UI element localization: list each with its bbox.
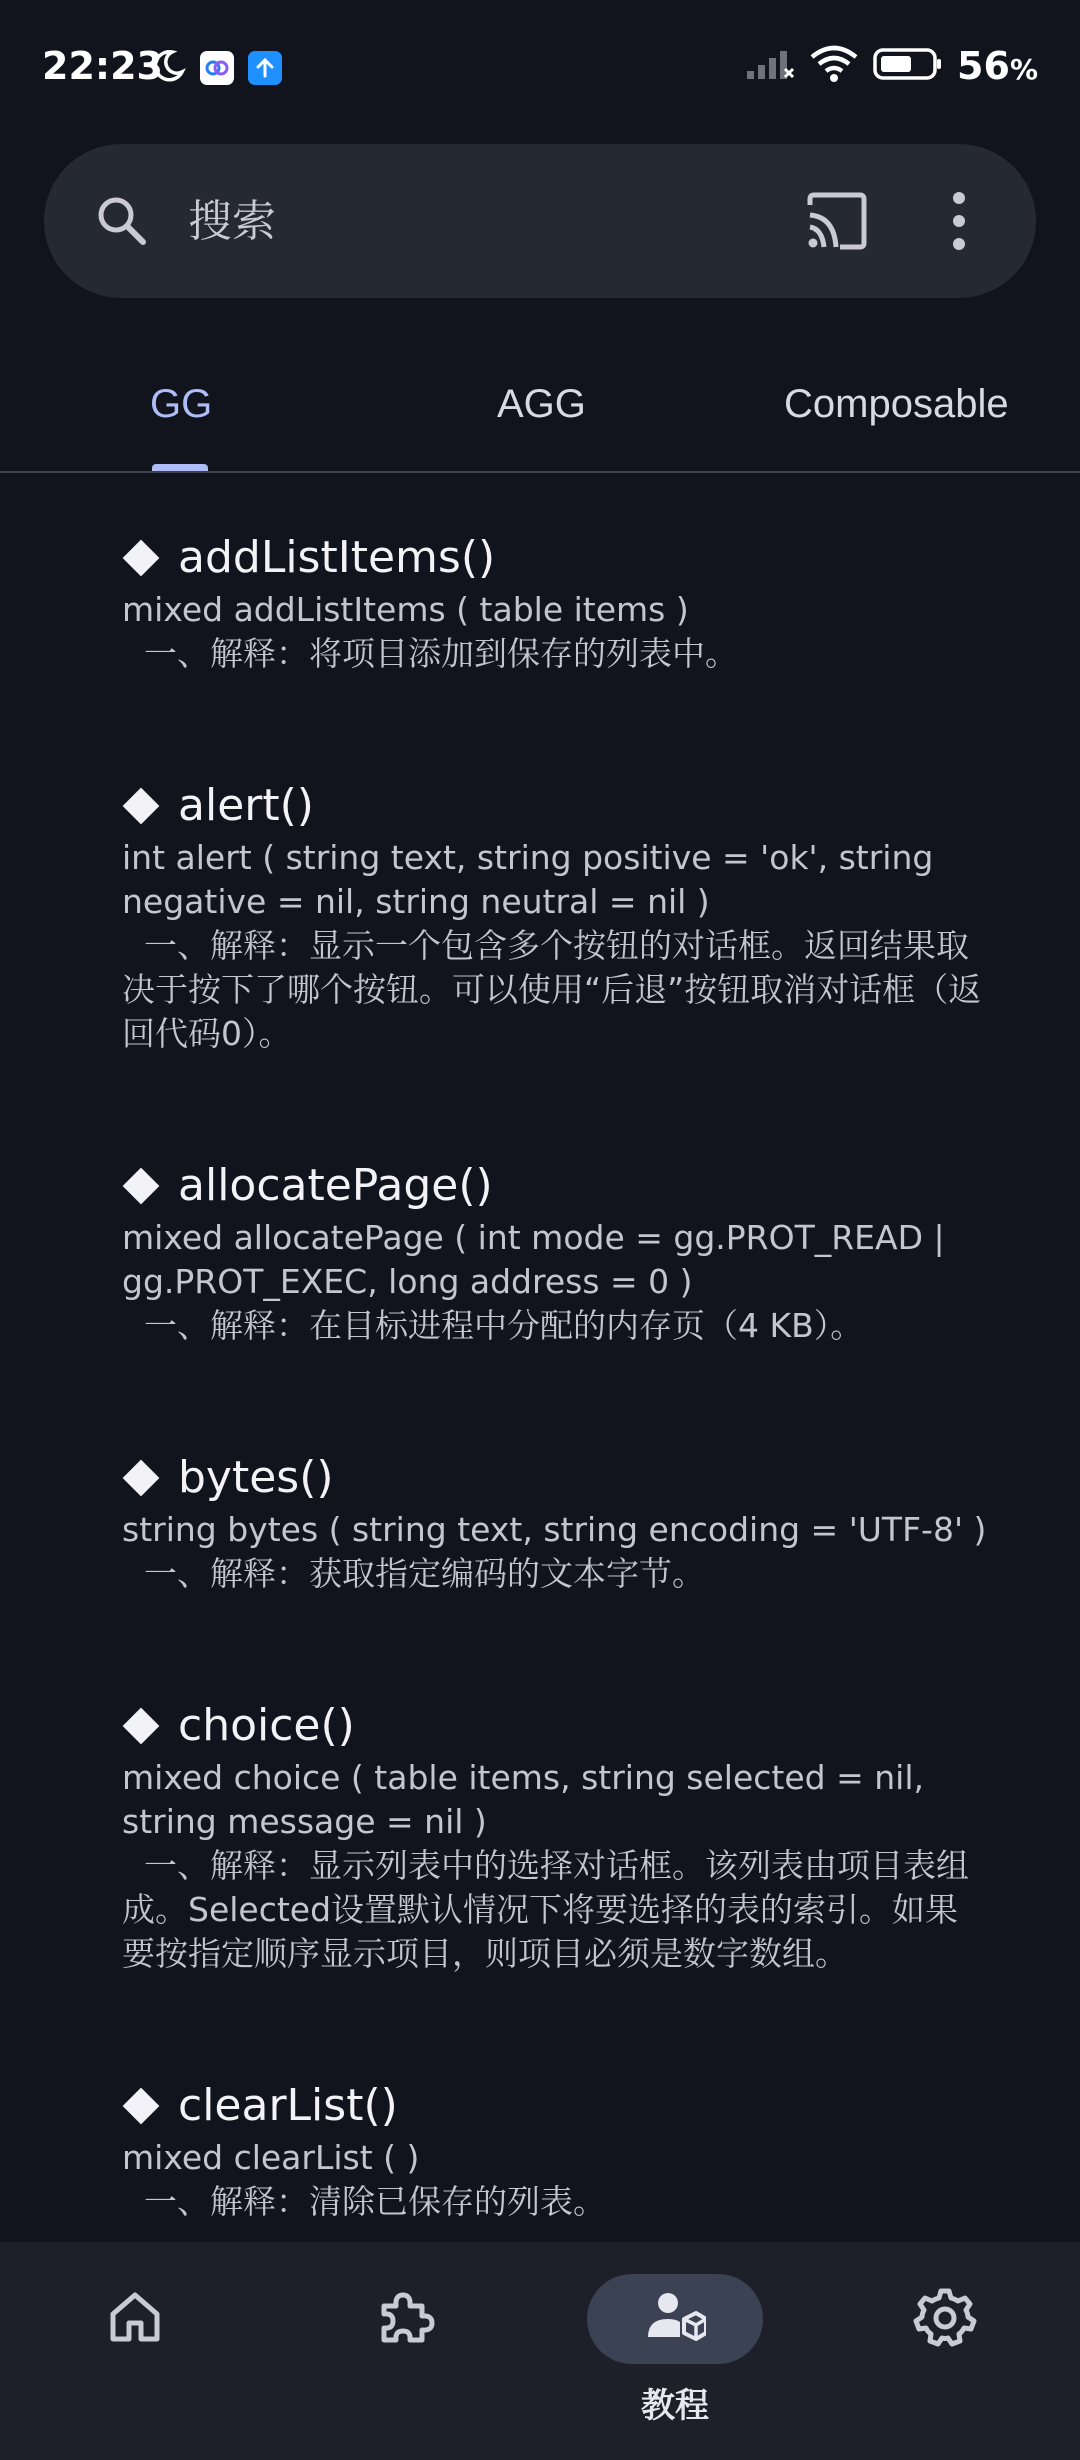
list-item[interactable] [122,776,1022,1056]
list-item[interactable] [122,1156,1022,1348]
signature-line: mixed addListItems ( table items ) [122,590,689,629]
diamond-bullet-icon [123,1708,160,1745]
list-item[interactable] [122,1696,1022,1976]
description-line: 一、解释：显示列表中的选择对话框。该列表由项目表组 [144,1846,969,1885]
tutorial-icon [644,2289,706,2349]
status-right [745,44,1038,88]
item-title [122,528,1022,588]
signature-line: int alert ( string text, string positive = 'ok', string [122,838,934,877]
description-line: 决于按下了哪个按钮。可以使用“后退”按钮取消对话框（返 [122,970,982,1009]
tab-divider [0,471,1080,473]
description-line: 成。Selected设置默认情况下将要选择的表的索引。如果 [122,1890,959,1929]
signature-line: mixed choice ( table items, string selected = nil, [122,1758,924,1797]
signature-line: gg.PROT_EXEC, long address = 0 ) [122,1262,693,1301]
diamond-bullet-icon [123,1460,160,1497]
item-title [122,1696,1022,1756]
tab-gg[interactable]: GG [150,382,213,426]
item-title [122,1156,1022,1216]
upload-icon [248,51,282,85]
more-vert-icon[interactable] [944,188,974,254]
tab-bar [0,360,1080,472]
item-signature [122,1216,1022,1304]
signature-line: string bytes ( string text, string encoding = 'UTF-8' ) [122,1510,987,1549]
description-line: 回代码0）。 [122,1014,292,1053]
status-bar [0,0,1080,135]
status-time: 22:23 [42,44,163,88]
item-description [122,1552,1022,1596]
list-item[interactable] [122,1448,1022,1596]
wifi-icon [809,45,859,87]
item-title-text: alert() [178,780,314,831]
nav-tutorial-label[interactable]: 教程 [641,2386,709,2426]
item-description [122,632,1022,676]
description-line: 一、解释：显示一个包含多个按钮的对话框。返回结果取 [144,926,969,965]
tab-composable[interactable]: Composable [784,382,1009,426]
signature-line: mixed clearList ( ) [122,2138,420,2177]
moon-icon [150,48,186,88]
item-description [122,2180,1022,2224]
diamond-bullet-icon [123,540,160,577]
signature-line: mixed allocatePage ( int mode = gg.PROT_READ | [122,1218,945,1257]
signal-icon [745,47,795,85]
item-title-text: clearList() [178,2080,398,2131]
description-line: 一、解释：将项目添加到保存的列表中。 [144,634,738,673]
search-input[interactable]: 搜索 [188,196,276,247]
item-title [122,776,1022,836]
puzzle-icon [374,2286,436,2352]
app-notification-icon [200,51,234,85]
nav-tutorial[interactable] [587,2274,763,2364]
item-description [122,924,1022,1056]
signature-line: negative = nil, string neutral = nil ) [122,882,710,921]
battery-value: 56 [957,44,1010,88]
list-item[interactable] [122,2076,1022,2224]
bottom-nav [0,2242,1080,2460]
item-signature [122,836,1022,924]
item-signature [122,588,1022,632]
item-title-text: allocatePage() [178,1160,493,1211]
item-title-text: bytes() [178,1452,334,1503]
item-description [122,1304,1022,1348]
item-signature [122,1756,1022,1844]
description-line: 一、解释：获取指定编码的文本字节。 [144,1554,705,1593]
diamond-bullet-icon [123,2088,160,2125]
search-icon[interactable] [92,191,152,251]
battery-percent [957,44,1038,88]
home-icon [105,2287,165,2351]
description-line: 一、解释：清除已保存的列表。 [144,2182,606,2221]
status-icons-left [150,48,282,88]
nav-settings[interactable] [857,2274,1033,2364]
cast-icon[interactable] [804,191,870,251]
diamond-bullet-icon [123,1168,160,1205]
item-title [122,1448,1022,1508]
diamond-bullet-icon [123,788,160,825]
item-title [122,2076,1022,2136]
battery-icon [873,47,943,85]
item-signature [122,1508,1022,1552]
item-title-text: choice() [178,1700,355,1751]
search-bar[interactable] [44,144,1036,298]
item-title-text: addListItems() [178,532,496,583]
gear-icon [913,2285,977,2353]
nav-home[interactable] [47,2274,223,2364]
item-description [122,1844,1022,1976]
battery-unit: % [1009,53,1038,86]
nav-plugins[interactable] [317,2274,493,2364]
description-line: 一、解释：在目标进程中分配的内存页（4 KB）。 [144,1306,864,1345]
tab-agg[interactable]: AGG [497,382,586,426]
signature-line: string message = nil ) [122,1802,487,1841]
item-signature [122,2136,1022,2180]
description-line: 要按指定顺序显示项目，则项目必须是数字数组。 [122,1934,848,1973]
list-item[interactable] [122,528,1022,676]
